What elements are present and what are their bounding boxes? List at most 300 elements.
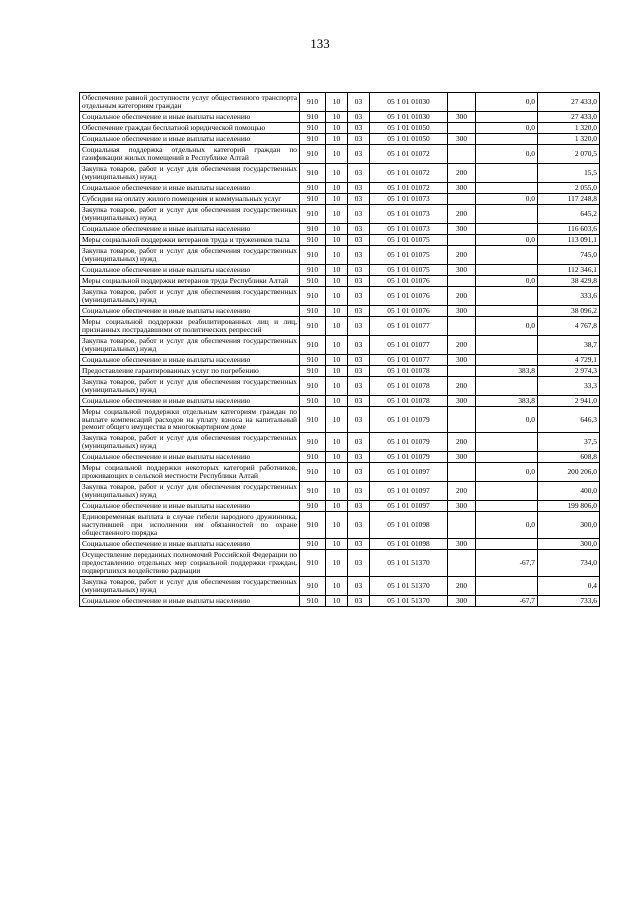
row-target-code-cell: 05 1 01 01078 (370, 395, 448, 406)
row-grbs-cell: 910 (300, 482, 326, 501)
row-section-cell: 10 (326, 144, 348, 163)
row-target-code-cell: 05 1 01 01079 (370, 406, 448, 433)
table-row (80, 406, 600, 433)
row-section-cell: 10 (326, 395, 348, 406)
row-target-code-cell: 05 1 01 01072 (370, 182, 448, 193)
row-change-amount-cell (476, 577, 538, 596)
table-row (80, 395, 600, 406)
row-subsection-cell: 03 (348, 163, 370, 182)
row-grbs-cell: 910 (300, 163, 326, 182)
row-target-code-cell: 05 1 01 01097 (370, 463, 448, 482)
row-name-cell: Закупка товаров, работ и услуг для обеспечения государственных (муниципальных) нужд (80, 577, 300, 596)
row-change-amount-cell (476, 376, 538, 395)
row-target-code-cell: 05 1 01 01073 (370, 223, 448, 234)
row-expense-type-cell (448, 275, 476, 286)
row-expense-type-cell: 200 (448, 335, 476, 354)
row-target-code-cell: 05 1 01 01075 (370, 234, 448, 245)
row-section-cell: 10 (326, 501, 348, 512)
row-expense-type-cell: 300 (448, 596, 476, 607)
row-expense-type-cell (448, 234, 476, 245)
row-expense-type-cell: 200 (448, 286, 476, 305)
table-row (80, 501, 600, 512)
row-section-cell: 10 (326, 286, 348, 305)
row-target-code-cell: 05 1 01 01072 (370, 163, 448, 182)
row-target-code-cell: 05 1 01 01098 (370, 512, 448, 539)
row-target-code-cell: 05 1 01 01077 (370, 335, 448, 354)
table-row (80, 452, 600, 463)
table-row (80, 577, 600, 596)
row-total-amount-cell: 113 091,1 (538, 234, 600, 245)
table-row (80, 144, 600, 163)
row-subsection-cell: 03 (348, 482, 370, 501)
row-section-cell: 10 (326, 305, 348, 316)
row-expense-type-cell (448, 406, 476, 433)
row-change-amount-cell: 0,0 (476, 275, 538, 286)
row-grbs-cell: 910 (300, 316, 326, 335)
row-name-cell: Меры социальной поддержки отдельным категориям граждан по выплате компенсаций расходов на уплату взноса на капитальный ремонт общего имущества в многоквартирном доме (80, 406, 300, 433)
row-section-cell: 10 (326, 133, 348, 144)
row-name-cell: Осуществление переданных полномочий Российской Федерации по предоставлению отдельных мер социальной поддержки граждан, подвергшихся воздействию радиации (80, 550, 300, 577)
row-section-cell: 10 (326, 539, 348, 550)
row-change-amount-cell (476, 452, 538, 463)
row-section-cell: 10 (326, 316, 348, 335)
row-change-amount-cell: -67,7 (476, 550, 538, 577)
row-target-code-cell: 05 1 01 01075 (370, 264, 448, 275)
row-subsection-cell: 03 (348, 275, 370, 286)
row-section-cell: 10 (326, 264, 348, 275)
table-row (80, 111, 600, 122)
row-grbs-cell: 910 (300, 234, 326, 245)
row-total-amount-cell: 117 248,8 (538, 193, 600, 204)
row-name-cell: Обеспечение равной доступности услуг общественного транспорта отдельным категориям граждан (80, 93, 300, 112)
row-grbs-cell: 910 (300, 501, 326, 512)
row-change-amount-cell (476, 133, 538, 144)
row-grbs-cell: 910 (300, 452, 326, 463)
row-total-amount-cell: 333,6 (538, 286, 600, 305)
table-row (80, 264, 600, 275)
row-section-cell: 10 (326, 245, 348, 264)
row-subsection-cell: 03 (348, 144, 370, 163)
row-grbs-cell: 910 (300, 193, 326, 204)
table-row (80, 163, 600, 182)
row-expense-type-cell: 300 (448, 354, 476, 365)
row-expense-type-cell: 300 (448, 133, 476, 144)
row-section-cell: 10 (326, 433, 348, 452)
row-grbs-cell: 910 (300, 395, 326, 406)
row-target-code-cell: 05 1 01 01073 (370, 204, 448, 223)
row-subsection-cell: 03 (348, 93, 370, 112)
row-section-cell: 10 (326, 512, 348, 539)
row-subsection-cell: 03 (348, 111, 370, 122)
row-grbs-cell: 910 (300, 539, 326, 550)
row-change-amount-cell (476, 223, 538, 234)
row-expense-type-cell: 200 (448, 204, 476, 223)
row-expense-type-cell (448, 365, 476, 376)
row-grbs-cell: 910 (300, 182, 326, 193)
row-change-amount-cell (476, 539, 538, 550)
row-section-cell: 10 (326, 204, 348, 223)
table-row (80, 286, 600, 305)
row-target-code-cell: 05 1 01 01077 (370, 316, 448, 335)
row-grbs-cell: 910 (300, 204, 326, 223)
row-expense-type-cell (448, 144, 476, 163)
row-total-amount-cell: 199 806,0 (538, 501, 600, 512)
row-change-amount-cell: 383,8 (476, 365, 538, 376)
row-grbs-cell: 910 (300, 223, 326, 234)
row-grbs-cell: 910 (300, 406, 326, 433)
row-name-cell: Единовременная выплата в случае гибели народного дружинника, наступившей при исполнении им обязанностей по охране общественного порядка (80, 512, 300, 539)
row-target-code-cell: 05 1 01 01098 (370, 539, 448, 550)
row-expense-type-cell: 300 (448, 501, 476, 512)
row-expense-type-cell (448, 512, 476, 539)
row-target-code-cell: 05 1 01 51370 (370, 550, 448, 577)
row-total-amount-cell: 112 346,1 (538, 264, 600, 275)
row-expense-type-cell (448, 122, 476, 133)
row-target-code-cell: 05 1 01 01076 (370, 275, 448, 286)
row-change-amount-cell: 0,0 (476, 316, 538, 335)
row-name-cell: Социальное обеспечение и иные выплаты населению (80, 395, 300, 406)
row-expense-type-cell: 300 (448, 539, 476, 550)
table-row (80, 354, 600, 365)
row-subsection-cell: 03 (348, 596, 370, 607)
row-section-cell: 10 (326, 406, 348, 433)
row-target-code-cell: 05 1 01 51370 (370, 577, 448, 596)
row-name-cell: Закупка товаров, работ и услуг для обеспечения государственных (муниципальных) нужд (80, 286, 300, 305)
row-name-cell: Социальное обеспечение и иные выплаты населению (80, 539, 300, 550)
row-name-cell: Социальное обеспечение и иные выплаты населению (80, 501, 300, 512)
row-section-cell: 10 (326, 596, 348, 607)
row-grbs-cell: 910 (300, 133, 326, 144)
row-grbs-cell: 910 (300, 275, 326, 286)
table-row (80, 482, 600, 501)
row-total-amount-cell: 200 206,0 (538, 463, 600, 482)
row-total-amount-cell: 37,5 (538, 433, 600, 452)
row-total-amount-cell: 2 941,0 (538, 395, 600, 406)
row-expense-type-cell: 200 (448, 245, 476, 264)
row-section-cell: 10 (326, 577, 348, 596)
row-subsection-cell: 03 (348, 512, 370, 539)
row-total-amount-cell: 27 433,0 (538, 111, 600, 122)
table-row (80, 316, 600, 335)
row-grbs-cell: 910 (300, 245, 326, 264)
row-name-cell: Социальное обеспечение и иные выплаты населению (80, 596, 300, 607)
row-section-cell: 10 (326, 111, 348, 122)
table-row (80, 365, 600, 376)
table-row (80, 122, 600, 133)
row-expense-type-cell (448, 463, 476, 482)
row-name-cell: Социальное обеспечение и иные выплаты населению (80, 354, 300, 365)
row-expense-type-cell: 300 (448, 182, 476, 193)
table-row (80, 596, 600, 607)
row-change-amount-cell (476, 204, 538, 223)
row-target-code-cell: 05 1 01 01079 (370, 433, 448, 452)
row-total-amount-cell: 2 070,5 (538, 144, 600, 163)
row-expense-type-cell: 300 (448, 395, 476, 406)
row-target-code-cell: 05 1 01 01030 (370, 93, 448, 112)
row-target-code-cell: 05 1 01 01076 (370, 305, 448, 316)
row-subsection-cell: 03 (348, 463, 370, 482)
row-grbs-cell: 910 (300, 596, 326, 607)
row-total-amount-cell: 1 320,0 (538, 133, 600, 144)
row-section-cell: 10 (326, 550, 348, 577)
row-change-amount-cell (476, 501, 538, 512)
row-change-amount-cell (476, 286, 538, 305)
row-expense-type-cell: 300 (448, 452, 476, 463)
row-total-amount-cell: 4 729,1 (538, 354, 600, 365)
row-subsection-cell: 03 (348, 376, 370, 395)
row-total-amount-cell: 38 096,2 (538, 305, 600, 316)
row-target-code-cell: 05 1 01 01030 (370, 111, 448, 122)
row-total-amount-cell: 4 767,8 (538, 316, 600, 335)
row-name-cell: Субсидии на оплату жилого помещения и коммунальных услуг (80, 193, 300, 204)
row-section-cell: 10 (326, 163, 348, 182)
row-change-amount-cell: 0,0 (476, 144, 538, 163)
row-expense-type-cell: 300 (448, 223, 476, 234)
row-section-cell: 10 (326, 122, 348, 133)
row-name-cell: Социальное обеспечение и иные выплаты населению (80, 305, 300, 316)
row-section-cell: 10 (326, 193, 348, 204)
row-grbs-cell: 910 (300, 433, 326, 452)
row-grbs-cell: 910 (300, 111, 326, 122)
row-change-amount-cell (476, 264, 538, 275)
row-section-cell: 10 (326, 234, 348, 245)
row-section-cell: 10 (326, 275, 348, 286)
row-change-amount-cell: 0,0 (476, 512, 538, 539)
row-section-cell: 10 (326, 335, 348, 354)
table-row (80, 182, 600, 193)
row-grbs-cell: 910 (300, 376, 326, 395)
row-change-amount-cell (476, 335, 538, 354)
row-change-amount-cell: 0,0 (476, 93, 538, 112)
row-section-cell: 10 (326, 463, 348, 482)
table-row (80, 193, 600, 204)
row-subsection-cell: 03 (348, 204, 370, 223)
row-subsection-cell: 03 (348, 223, 370, 234)
row-total-amount-cell: 15,5 (538, 163, 600, 182)
row-subsection-cell: 03 (348, 395, 370, 406)
row-grbs-cell: 910 (300, 93, 326, 112)
row-subsection-cell: 03 (348, 286, 370, 305)
row-change-amount-cell: 0,0 (476, 406, 538, 433)
row-grbs-cell: 910 (300, 365, 326, 376)
row-subsection-cell: 03 (348, 316, 370, 335)
row-subsection-cell: 03 (348, 501, 370, 512)
row-subsection-cell: 03 (348, 335, 370, 354)
row-grbs-cell: 910 (300, 122, 326, 133)
table-row (80, 133, 600, 144)
row-change-amount-cell (476, 163, 538, 182)
row-total-amount-cell: 745,0 (538, 245, 600, 264)
row-name-cell: Закупка товаров, работ и услуг для обеспечения государственных (муниципальных) нужд (80, 482, 300, 501)
row-name-cell: Социальное обеспечение и иные выплаты населению (80, 182, 300, 193)
row-grbs-cell: 910 (300, 335, 326, 354)
row-change-amount-cell: 0,0 (476, 122, 538, 133)
row-grbs-cell: 910 (300, 305, 326, 316)
row-change-amount-cell (476, 245, 538, 264)
row-section-cell: 10 (326, 93, 348, 112)
row-target-code-cell: 05 1 01 01079 (370, 452, 448, 463)
row-change-amount-cell: -67,7 (476, 596, 538, 607)
row-target-code-cell: 05 1 01 01072 (370, 144, 448, 163)
table-row (80, 245, 600, 264)
row-total-amount-cell: 116 603,6 (538, 223, 600, 234)
table-row (80, 204, 600, 223)
row-name-cell: Закупка товаров, работ и услуг для обеспечения государственных (муниципальных) нужд (80, 163, 300, 182)
row-name-cell: Меры социальной поддержки ветеранов труда и тружеников тыла (80, 234, 300, 245)
row-name-cell: Закупка товаров, работ и услуг для обеспечения государственных (муниципальных) нужд (80, 376, 300, 395)
row-expense-type-cell: 200 (448, 163, 476, 182)
row-grbs-cell: 910 (300, 512, 326, 539)
row-subsection-cell: 03 (348, 365, 370, 376)
row-total-amount-cell: 27 433,0 (538, 93, 600, 112)
row-name-cell: Социальное обеспечение и иные выплаты населению (80, 223, 300, 234)
table-row (80, 512, 600, 539)
row-expense-type-cell: 300 (448, 111, 476, 122)
row-target-code-cell: 05 1 01 01075 (370, 245, 448, 264)
row-section-cell: 10 (326, 376, 348, 395)
row-name-cell: Закупка товаров, работ и услуг для обеспечения государственных (муниципальных) нужд (80, 335, 300, 354)
row-expense-type-cell: 300 (448, 264, 476, 275)
row-section-cell: 10 (326, 354, 348, 365)
row-total-amount-cell: 38,7 (538, 335, 600, 354)
row-name-cell: Социальная поддержка отдельных категорий граждан по газификации жилых помещений в Республике Алтай (80, 144, 300, 163)
row-change-amount-cell: 0,0 (476, 193, 538, 204)
row-name-cell: Социальное обеспечение и иные выплаты населению (80, 111, 300, 122)
row-grbs-cell: 910 (300, 550, 326, 577)
row-section-cell: 10 (326, 365, 348, 376)
table-row (80, 275, 600, 286)
row-change-amount-cell (476, 111, 538, 122)
row-change-amount-cell (476, 182, 538, 193)
table-row (80, 376, 600, 395)
row-total-amount-cell: 38 429,8 (538, 275, 600, 286)
row-change-amount-cell: 0,0 (476, 463, 538, 482)
row-name-cell: Закупка товаров, работ и услуг для обеспечения государственных (муниципальных) нужд (80, 204, 300, 223)
row-change-amount-cell: 0,0 (476, 234, 538, 245)
budget-table (79, 92, 600, 607)
row-expense-type-cell (448, 316, 476, 335)
row-total-amount-cell: 400,0 (538, 482, 600, 501)
row-expense-type-cell: 200 (448, 433, 476, 452)
table-row (80, 463, 600, 482)
row-subsection-cell: 03 (348, 305, 370, 316)
row-expense-type-cell: 200 (448, 482, 476, 501)
row-change-amount-cell: 383,8 (476, 395, 538, 406)
row-total-amount-cell: 2 974,3 (538, 365, 600, 376)
row-target-code-cell: 05 1 01 51370 (370, 596, 448, 607)
row-subsection-cell: 03 (348, 539, 370, 550)
row-total-amount-cell: 733,6 (538, 596, 600, 607)
row-total-amount-cell: 608,8 (538, 452, 600, 463)
row-name-cell: Меры социальной поддержки реабилитированных лиц и лиц, признанных пострадавшими от политических репрессий (80, 316, 300, 335)
row-total-amount-cell: 300,0 (538, 539, 600, 550)
row-grbs-cell: 910 (300, 144, 326, 163)
row-subsection-cell: 03 (348, 550, 370, 577)
row-expense-type-cell (448, 550, 476, 577)
row-target-code-cell: 05 1 01 01050 (370, 122, 448, 133)
row-subsection-cell: 03 (348, 182, 370, 193)
row-grbs-cell: 910 (300, 286, 326, 305)
table-row (80, 335, 600, 354)
row-section-cell: 10 (326, 182, 348, 193)
table-row (80, 93, 600, 112)
row-target-code-cell: 05 1 01 01078 (370, 376, 448, 395)
row-change-amount-cell (476, 433, 538, 452)
row-subsection-cell: 03 (348, 452, 370, 463)
row-expense-type-cell: 200 (448, 376, 476, 395)
row-section-cell: 10 (326, 452, 348, 463)
table-row (80, 234, 600, 245)
table-row (80, 539, 600, 550)
table-row (80, 305, 600, 316)
row-target-code-cell: 05 1 01 01050 (370, 133, 448, 144)
row-total-amount-cell: 0,4 (538, 577, 600, 596)
row-total-amount-cell: 646,3 (538, 406, 600, 433)
row-name-cell: Социальное обеспечение и иные выплаты населению (80, 264, 300, 275)
row-total-amount-cell: 1 320,0 (538, 122, 600, 133)
row-subsection-cell: 03 (348, 433, 370, 452)
row-name-cell: Закупка товаров, работ и услуг для обеспечения государственных (муниципальных) нужд (80, 245, 300, 264)
row-subsection-cell: 03 (348, 133, 370, 144)
row-total-amount-cell: 2 055,0 (538, 182, 600, 193)
row-name-cell: Меры социальной поддержки некоторых категорий работников, проживающих в сельской местности Республики Алтай (80, 463, 300, 482)
row-target-code-cell: 05 1 01 01077 (370, 354, 448, 365)
row-total-amount-cell: 645,2 (538, 204, 600, 223)
row-total-amount-cell: 300,0 (538, 512, 600, 539)
row-change-amount-cell (476, 305, 538, 316)
row-subsection-cell: 03 (348, 245, 370, 264)
row-name-cell: Социальное обеспечение и иные выплаты населению (80, 133, 300, 144)
row-target-code-cell: 05 1 01 01097 (370, 482, 448, 501)
row-name-cell: Закупка товаров, работ и услуг для обеспечения государственных (муниципальных) нужд (80, 433, 300, 452)
row-total-amount-cell: 734,0 (538, 550, 600, 577)
row-subsection-cell: 03 (348, 264, 370, 275)
row-name-cell: Обеспечение граждан бесплатной юридической помощью (80, 122, 300, 133)
page-number: 133 (310, 36, 330, 51)
row-grbs-cell: 910 (300, 264, 326, 275)
row-expense-type-cell (448, 193, 476, 204)
table-row (80, 223, 600, 234)
row-expense-type-cell: 300 (448, 305, 476, 316)
table-row (80, 433, 600, 452)
row-target-code-cell: 05 1 01 01073 (370, 193, 448, 204)
row-subsection-cell: 03 (348, 406, 370, 433)
row-grbs-cell: 910 (300, 354, 326, 365)
row-name-cell: Предоставление гарантированных услуг по погребению (80, 365, 300, 376)
row-subsection-cell: 03 (348, 577, 370, 596)
row-section-cell: 10 (326, 223, 348, 234)
row-subsection-cell: 03 (348, 354, 370, 365)
row-section-cell: 10 (326, 482, 348, 501)
row-target-code-cell: 05 1 01 01097 (370, 501, 448, 512)
row-subsection-cell: 03 (348, 234, 370, 245)
table-body (80, 93, 600, 607)
row-name-cell: Меры социальной поддержки ветеранов труда Республики Алтай (80, 275, 300, 286)
row-expense-type-cell: 200 (448, 577, 476, 596)
table-row (80, 550, 600, 577)
row-expense-type-cell (448, 93, 476, 112)
row-subsection-cell: 03 (348, 193, 370, 204)
row-name-cell: Социальное обеспечение и иные выплаты населению (80, 452, 300, 463)
row-target-code-cell: 05 1 01 01078 (370, 365, 448, 376)
row-grbs-cell: 910 (300, 577, 326, 596)
row-change-amount-cell (476, 482, 538, 501)
row-grbs-cell: 910 (300, 463, 326, 482)
row-subsection-cell: 03 (348, 122, 370, 133)
row-total-amount-cell: 33,3 (538, 376, 600, 395)
row-target-code-cell: 05 1 01 01076 (370, 286, 448, 305)
row-change-amount-cell (476, 354, 538, 365)
